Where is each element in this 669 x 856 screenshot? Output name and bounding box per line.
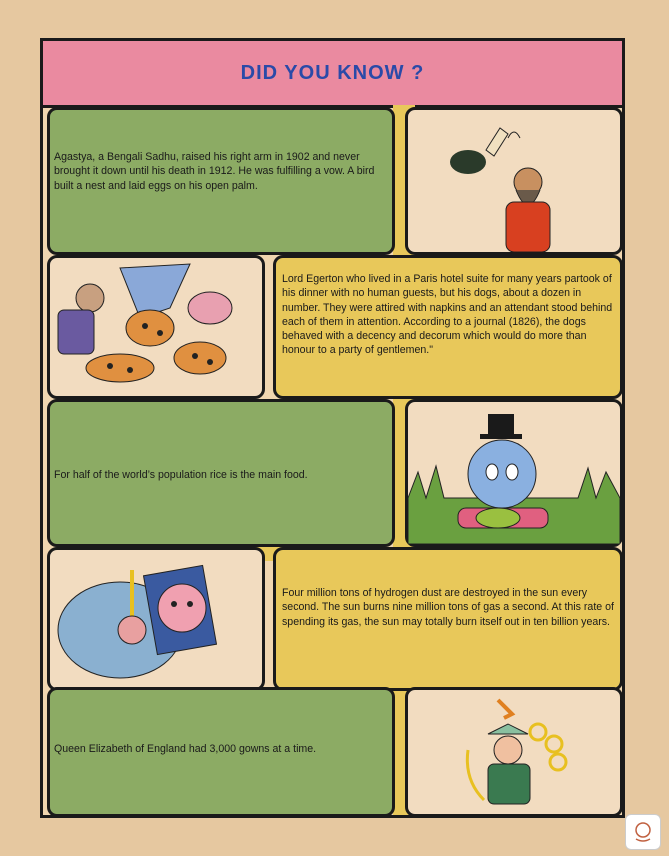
illustration-sadhu [405,107,623,255]
fact-panel-sun [273,547,623,691]
illustration-queen [405,687,623,817]
fact-text: For half of the world’s population rice is the main food. [54,469,308,481]
dogs-icon [50,258,262,396]
fact-panel-egerton [273,255,623,399]
page-title: DID YOU KNOW ? [240,61,425,84]
illustration-dogs [47,255,265,399]
logo-icon [630,819,656,845]
illustration-globe [405,399,623,547]
watermark-logo [625,814,661,850]
page-header [43,41,622,108]
comic-page [40,38,625,818]
sadhu-icon [408,110,620,252]
globe-icon [408,402,620,544]
fact-panel-queen [47,687,395,817]
fact-text: Four million tons of hydrogen dust are destroyed in the sun every second. The sun burns nine million tons of gas a second. At this rate of spending its gas, the sun may totally burn itself out in ten billion years. [282,587,614,628]
sun-icon [50,550,262,688]
fact-text: Agastya, a Bengali Sadhu, raised his right arm in 1902 and never brought it down until his death in 1912. He was fulfilling a vow. A bird built a nest and laid eggs on his open palm. [54,151,375,192]
fact-text: Queen Elizabeth of England had 3,000 gowns at a time. [54,743,317,755]
fact-text: Lord Egerton who lived in a Paris hotel suite for many years partook of his dinner with no human guests, but his dogs, about a dozen in number. They were attired with napkins and an attendant stood behind each of them in attention. According to a journal (1826), the dogs behaved with a decency and decorum which would do more than honour to a party of gentlemen." [282,273,613,357]
fact-panel-rice [47,399,395,547]
illustration-sun [47,547,265,691]
queen-icon [408,690,620,814]
fact-panel-sadhu [47,107,395,255]
